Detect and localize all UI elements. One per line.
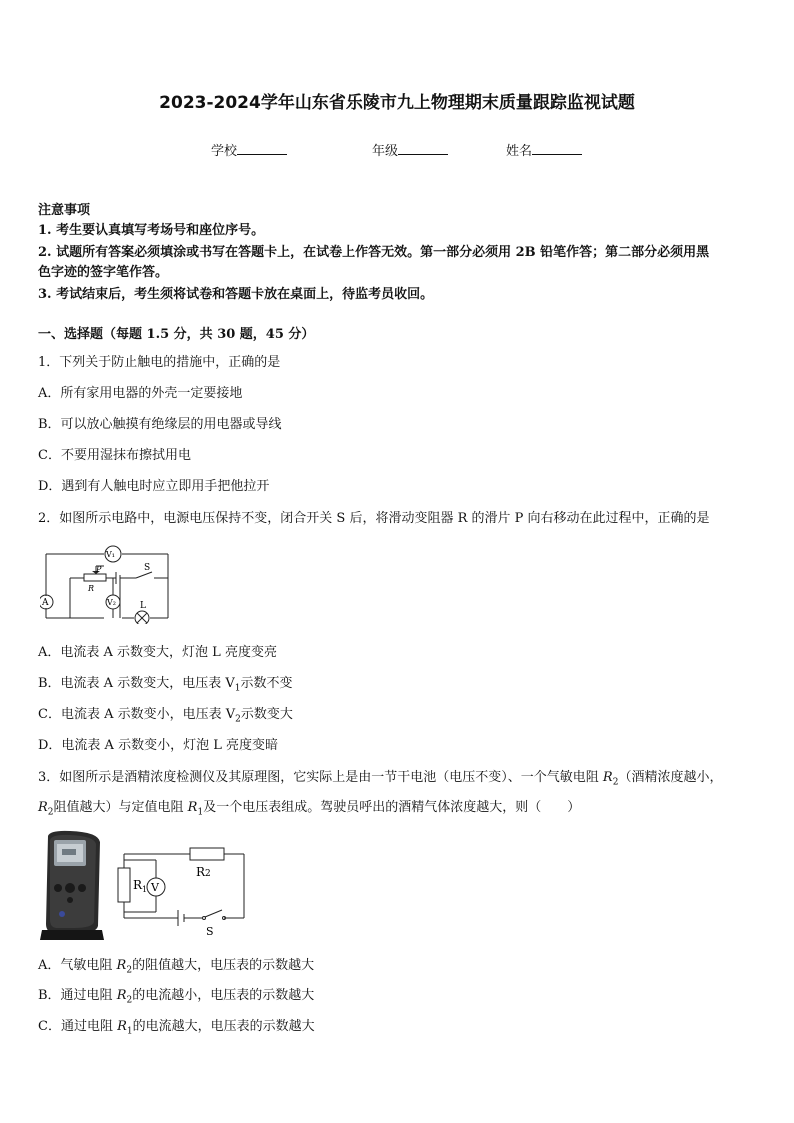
- q2-v1-label: V₁: [106, 550, 115, 559]
- q2-option-c: C．电流表 A 示数变小，电压表 $V_2$示数变大: [38, 707, 293, 725]
- section-heading: 一、选择题（每题 1.5 分，共 30 题，45 分）: [38, 327, 315, 342]
- note-3: 3. 考试结束后，考生须将试卷和答题卡放在桌面上，待监考员收回。: [38, 287, 434, 302]
- q3-switch-label: S: [206, 925, 214, 938]
- q1-stem: 1．下列关于防止触电的措施中，正确的是: [38, 355, 281, 370]
- q3-option-b: B．通过电阻 $R_2$的电流越小，电压表的示数越大: [38, 988, 315, 1006]
- q2-ammeter-label: A: [42, 598, 49, 608]
- note-2-line-1: 2. 试题所有答案必须填涂或书写在答题卡上，在试卷上作答无效。第一部分必须用 2B 铅笔作答；第二部分必须用黑: [38, 245, 710, 260]
- name-label: 姓名: [506, 144, 533, 159]
- q3-option-c: C．通过电阻 $R_1$的电流越大，电压表的示数越大: [38, 1019, 315, 1037]
- school-field: [211, 140, 287, 159]
- q1-option-d: D．遇到有人触电时应立即用手把他拉开: [38, 479, 270, 494]
- q2-v2-label: V₂: [107, 598, 116, 607]
- q2-option-a: A．电流表 A 示数变大，灯泡 L 亮度变亮: [38, 645, 277, 660]
- q2-r-label: R: [88, 584, 95, 593]
- q3-circuit-diagram: [116, 840, 250, 938]
- q2-circuit-diagram: [40, 542, 172, 624]
- q2-s-label: S: [144, 563, 151, 573]
- q1-option-b: B．可以放心触摸有绝缘层的用电器或导线: [38, 417, 282, 432]
- q2-option-b: B．电流表 A 示数变大，电压表 $V_1$示数不变: [38, 676, 293, 694]
- grade-label: 年级: [372, 144, 399, 159]
- name-blank: [532, 141, 582, 155]
- note-2-line-2: 色字迹的签字笔作答。: [38, 265, 169, 280]
- q3-voltmeter-label: V: [151, 881, 159, 894]
- grade-field: [372, 140, 448, 159]
- q1-option-c: C．不要用湿抹布擦拭用电: [38, 448, 191, 463]
- q3-r2-label: R2: [196, 865, 211, 879]
- breathalyzer-device-image: [40, 830, 104, 940]
- note-1: 1. 考生要认真填写考场号和座位序号。: [38, 223, 265, 238]
- q3-stem-line-2: $R_2$阻值越大）与定值电阻 $R_1$及一个电压表组成。驾驶员呼出的酒精气体浓度越大，则（ ）: [38, 800, 581, 818]
- q2-p-label: P: [96, 565, 102, 574]
- q2-stem: 2．如图所示电路中，电源电压保持不变，闭合开关 S 后，将滑动变阻器 R 的滑片 P 向右移动在此过程中，正确的是: [38, 511, 710, 526]
- school-blank: [237, 141, 287, 155]
- q3-stem-line-1: 3．如图所示是酒精浓度检测仪及其原理图，它实际上是由一节干电池（电压不变）、一个气敏电阻 $R_2$（酒精浓度越小，: [38, 770, 723, 788]
- page-title: 2023-2024学年山东省乐陵市九上物理期末质量跟踪监视试题: [159, 93, 635, 113]
- name-field: [506, 140, 582, 159]
- grade-blank: [398, 141, 448, 155]
- q1-option-a: A．所有家用电器的外壳一定要接地: [38, 386, 243, 401]
- q2-l-label: L: [140, 601, 146, 611]
- q3-r1-label: $R_1$: [133, 878, 148, 894]
- q2-option-d: D．电流表 A 示数变小，灯泡 L 亮度变暗: [38, 738, 278, 753]
- notes-heading: 注意事项: [38, 203, 91, 218]
- school-label: 学校: [211, 144, 238, 159]
- q3-option-a: A．气敏电阻 $R_2$的阻值越大，电压表的示数越大: [38, 958, 315, 976]
